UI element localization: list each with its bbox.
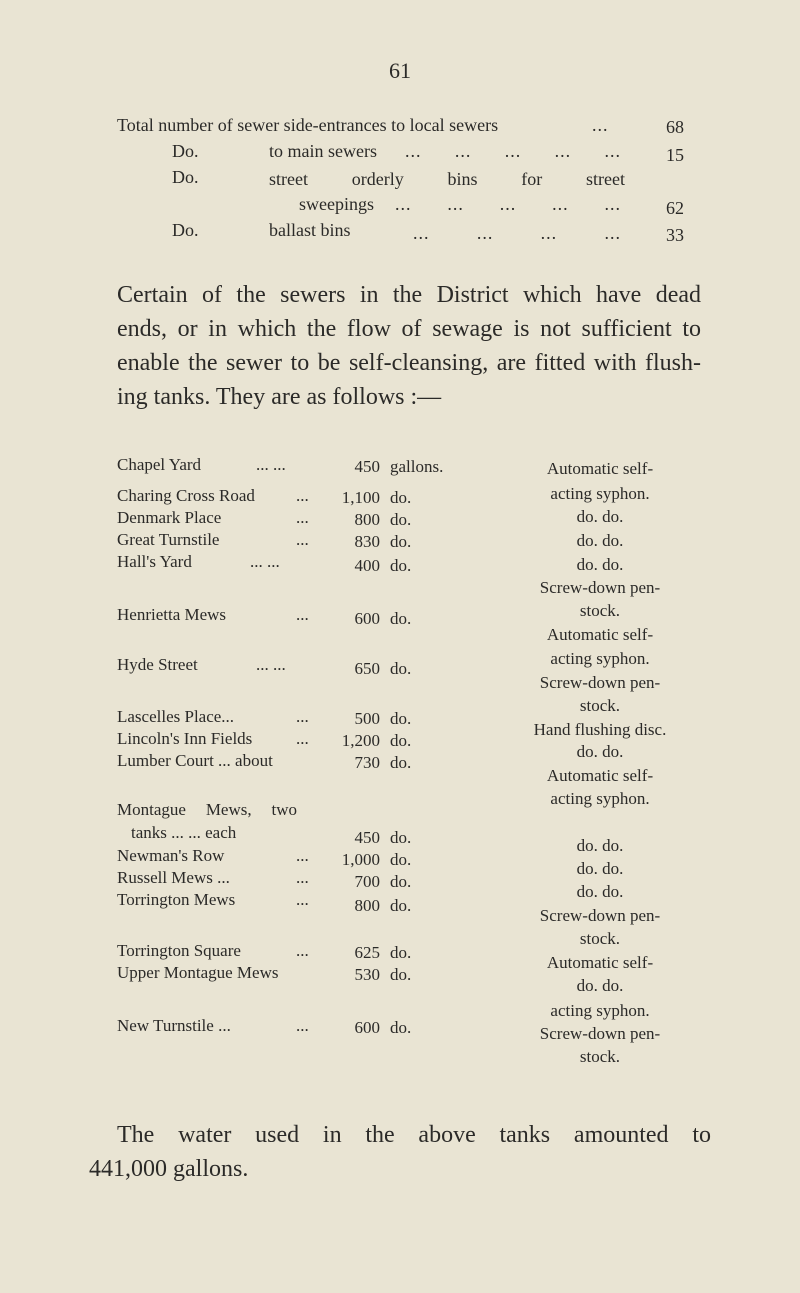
- tank-place: Henrietta Mews: [117, 605, 227, 624]
- summary-row-label: Do.: [172, 167, 199, 187]
- tank-type: acting syphon.: [550, 789, 650, 808]
- tank-unit: do.: [390, 709, 412, 728]
- tank-unit: do.: [390, 965, 412, 984]
- tank-unit: do.: [390, 943, 412, 962]
- tank-place: Hyde Street: [117, 655, 198, 674]
- paragraph-line: ends, or in which the flow of sewage is not sufficient to: [117, 316, 701, 342]
- tank-unit: do.: [390, 872, 412, 891]
- tank-unit: do.: [390, 659, 412, 678]
- tank-type: do. do.: [576, 555, 624, 574]
- tank-type: do. do.: [576, 836, 624, 855]
- tank-place-dots: ...: [296, 1016, 309, 1035]
- tank-type: Screw-down pen-: [539, 1024, 661, 1043]
- tank-type: Screw-down pen-: [539, 673, 661, 692]
- tank-place-dots: ...: [296, 605, 309, 624]
- tank-place: New Turnstile ...: [117, 1016, 231, 1035]
- paragraph-line: Certain of the sewers in the District which have dead: [117, 282, 701, 308]
- tank-type: do. do.: [576, 507, 624, 526]
- tank-type: Screw-down pen-: [539, 578, 661, 597]
- tank-type: Hand flushing disc.: [533, 720, 667, 739]
- tank-place: Chapel Yard: [117, 455, 202, 474]
- tank-type: acting syphon.: [550, 484, 650, 503]
- tank-type: do. do.: [576, 882, 624, 901]
- tank-place-dots: ... ...: [256, 655, 286, 674]
- tank-unit: gallons.: [390, 457, 444, 476]
- tank-qty: 400: [354, 556, 380, 575]
- tank-qty: 1,200: [341, 731, 380, 750]
- paragraph-line: enable the sewer to be self-cleansing, are fitted with flush-: [117, 350, 701, 376]
- tank-type: stock.: [579, 1047, 621, 1066]
- tank-type: Automatic self-: [546, 459, 654, 478]
- tank-place: Torrington Mews: [117, 890, 236, 909]
- tank-place-cont: tanks ... ... each: [131, 823, 237, 842]
- tank-unit: do.: [390, 850, 412, 869]
- summary-row-value: 15: [666, 145, 684, 165]
- summary-row-desc: to main sewers: [269, 141, 377, 161]
- tank-qty: 800: [354, 510, 380, 529]
- tank-type: acting syphon.: [550, 1001, 650, 1020]
- tank-type: Automatic self-: [546, 953, 654, 972]
- summary-row-dots: ... ... ... ... ...: [395, 194, 621, 214]
- tank-place-dots: ...: [296, 508, 309, 527]
- tank-unit: do.: [390, 1018, 412, 1037]
- tank-unit: do.: [390, 556, 412, 575]
- tank-place-dots: ... ...: [256, 455, 286, 474]
- tank-place: Great Turnstile: [117, 530, 220, 549]
- tank-place-dots: ...: [296, 707, 309, 726]
- summary-row-label: Do.: [172, 220, 199, 240]
- tank-type: stock.: [579, 696, 621, 715]
- closing-line: 441,000 gallons.: [89, 1156, 249, 1182]
- summary-row-value: 68: [666, 117, 684, 137]
- tank-place-dots: ...: [296, 486, 309, 505]
- tank-qty: 730: [354, 753, 380, 772]
- tank-type: Automatic self-: [546, 625, 654, 644]
- tank-qty: 600: [354, 1018, 380, 1037]
- tank-place-dots: ...: [296, 846, 309, 865]
- tank-place: Lincoln's Inn Fields: [117, 729, 253, 748]
- tank-place-dots: ...: [296, 729, 309, 748]
- tank-unit: do.: [390, 532, 412, 551]
- tank-place: Charing Cross Road: [117, 486, 255, 505]
- tank-place-dots: ... ...: [250, 552, 280, 571]
- tank-unit: do.: [390, 896, 412, 915]
- paragraph-line: ing tanks. They are as follows :—: [117, 384, 442, 410]
- tank-type: Automatic self-: [546, 766, 654, 785]
- tank-unit: do.: [390, 609, 412, 628]
- tank-unit: do.: [390, 510, 412, 529]
- tank-place: Torrington Square: [117, 941, 241, 960]
- summary-row-value: 62: [666, 198, 684, 218]
- tank-unit: do.: [390, 488, 412, 507]
- tank-place: Upper Montague Mews: [117, 963, 279, 982]
- tank-qty: 650: [354, 659, 380, 678]
- summary-row-desc: street orderly bins for street: [269, 169, 625, 189]
- page-number: 61: [389, 58, 411, 83]
- tank-qty: 500: [354, 709, 380, 728]
- summary-row-dots: ...: [592, 115, 609, 135]
- tank-place-dots: ...: [296, 890, 309, 909]
- tank-type: do. do.: [576, 976, 624, 995]
- tank-qty: 800: [354, 896, 380, 915]
- tank-place: Hall's Yard: [117, 552, 192, 571]
- tank-place-dots: ...: [296, 530, 309, 549]
- tank-qty: 1,000: [341, 850, 380, 869]
- summary-row-value: 33: [666, 225, 684, 245]
- tank-place-dots: ...: [296, 941, 309, 960]
- tank-qty: 1,100: [341, 488, 380, 507]
- tank-place: Russell Mews ...: [117, 868, 230, 887]
- tank-type: stock.: [579, 929, 621, 948]
- tank-type: stock.: [579, 601, 621, 620]
- tank-unit: do.: [390, 753, 412, 772]
- summary-row-desc: ballast bins: [269, 220, 351, 240]
- tank-place: Lascelles Place...: [117, 707, 235, 726]
- summary-row-label: Do.: [172, 141, 199, 161]
- tank-type: Screw-down pen-: [539, 906, 661, 925]
- tank-place: Denmark Place: [117, 508, 222, 527]
- tank-place: Newman's Row: [117, 846, 225, 865]
- tank-place: Lumber Court ... about: [117, 751, 273, 770]
- tank-qty: 830: [354, 532, 380, 551]
- summary-row-dots: ... ... ... ...: [413, 223, 621, 243]
- tank-qty: 450: [354, 457, 380, 476]
- tank-place-dots: ...: [296, 868, 309, 887]
- tank-qty: 600: [354, 609, 380, 628]
- tank-qty: 530: [354, 965, 380, 984]
- tank-type: do. do.: [576, 742, 624, 761]
- tank-type: acting syphon.: [550, 649, 650, 668]
- tank-qty: 625: [354, 943, 380, 962]
- summary-row-desc-cont: sweepings: [299, 194, 374, 214]
- summary-row-dots: ... ... ... ... ...: [405, 141, 621, 161]
- tank-qty: 450: [354, 828, 380, 847]
- tank-unit: do.: [390, 731, 412, 750]
- tank-qty: 700: [354, 872, 380, 891]
- tank-unit: do.: [390, 828, 412, 847]
- closing-line: The water used in the above tanks amounted to: [117, 1122, 711, 1148]
- tank-place: Montague Mews, two: [117, 800, 297, 819]
- tank-type: do. do.: [576, 531, 624, 550]
- summary-row-label: Total number of sewer side-entrances to local sewers: [117, 115, 499, 135]
- tank-type: do. do.: [576, 859, 624, 878]
